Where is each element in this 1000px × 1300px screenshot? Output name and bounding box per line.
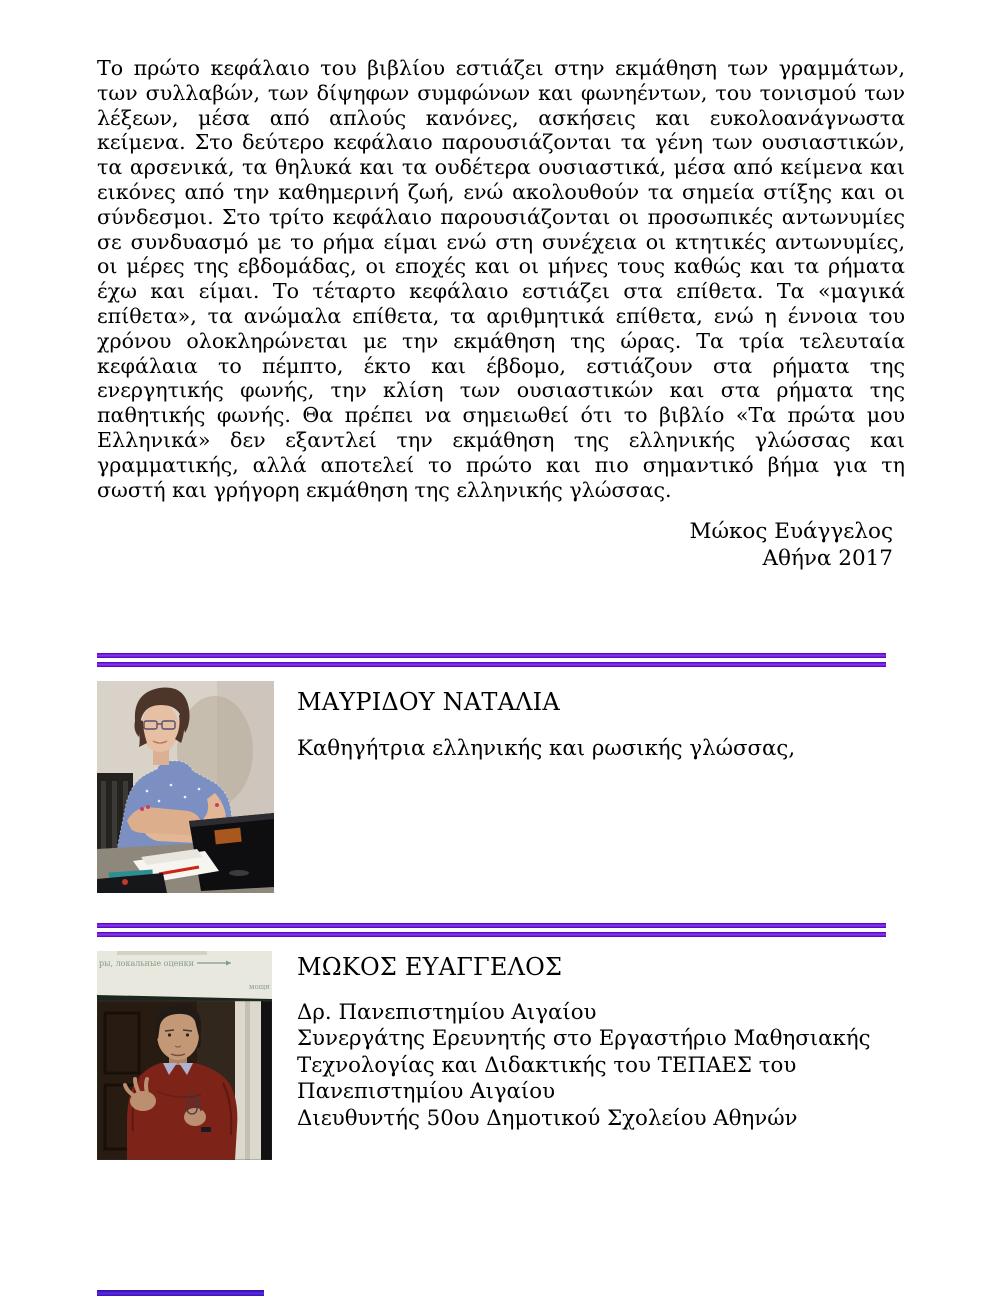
screen-text-2: мощн xyxy=(249,983,270,991)
photo-mokos-evangelos xyxy=(97,951,272,1160)
divider-bar xyxy=(97,662,886,667)
signature-place-year: Αθήνα 2017 xyxy=(762,546,893,571)
woman-at-desk-photo xyxy=(97,681,274,893)
section-divider-1 xyxy=(97,653,886,671)
bio-line: Συνεργάτης Ερευνητής στο Εργαστήριο Μαθησιακής xyxy=(297,1026,871,1052)
author-bio-mavridou xyxy=(297,736,795,762)
bio-line: Δρ. Πανεπιστημίου Αιγαίου xyxy=(297,1000,597,1025)
section-divider-2 xyxy=(97,923,886,941)
man-presenting-photo xyxy=(97,951,272,1160)
divider-bar xyxy=(97,923,886,928)
partial-divider-bottom xyxy=(97,1290,264,1296)
bio-line: Διευθυντής 50ου Δημοτικού Σχολείου Αθηνών xyxy=(297,1105,798,1131)
author-bio-mokos xyxy=(297,1000,871,1132)
divider-bar xyxy=(97,653,886,658)
author-name-mokos: ΜΩΚΟΣ ΕΥΑΓΓΕΛΟΣ xyxy=(297,953,563,981)
divider-bar xyxy=(97,932,886,937)
signature-name: Μώκος Ευάγγελος xyxy=(689,519,893,544)
screen-text: ры, локальные оценки xyxy=(99,959,195,968)
author-name-mavridou: ΜΑΥΡΙΔΟΥ ΝΑΤΑΛΙΑ xyxy=(297,688,560,716)
photo-projection-screen xyxy=(97,951,272,1007)
intro-paragraph: Το πρώτο κεφάλαιο του βιβλίου εστιάζει στην εκμάθηση των γραμμάτων, των συλλαβών, των δίψηφων συμφώνων και φωνηέντων, του τονισμού των λέξεων, μέσα από απλούς κανόνες, ασκήσεις και ευκολοανάγνωστα κείμενα. Στο δεύτερο κεφάλαιο παρουσιάζονται τα γένη των ουσιαστικών, τα αρσενικά, τα θηλυκά και τα ουδέτερα ουσιαστικά, μέσα από κείμενα και εικόνες από την καθημερινή ζωή, ενώ ακολουθούν τα σημεία στίξης και οι σύνδεσμοι. Στο τρίτο κεφάλαιο παρουσιάζονται οι προσωπικές αντωνυμίες σε συνδυασμό με το ρήμα είμαι ενώ στη συνέχεια οι κτητικές αντωνυμίες, οι μέρες της εβδομάδας, οι εποχές και οι μήνες τους καθώς και τα ρήματα έχω και είμαι. Το τέταρτο κεφάλαιο εστιάζει στα επίθετα. Τα «μαγικά επίθετα», τα ανώμαλα επίθετα, τα αριθμητικά επίθετα, ενώ η έννοια του χρόνου ολοκληρώνεται με την εκμάθηση της ώρας. Τα τρία τελευταία κεφάλαια το πέμπτο, έκτο και έβδομο, εστιάζουν στα ρήματα της ενεργητικής φωνής, την κλίση των ουσιαστικών και στα ρήματα της παθητικής φωνής. Θα πρέπει να σημειωθεί ότι το βιβλίο «Τα πρώτα μου Ελληνικά» δεν εξαντλεί την εκμάθηση της ελληνικής γλώσσας και γραμματικής, αλλά αποτελεί το πρώτο και πιο σημαντικό βήμα για τη σωστή και γρήγορη εκμάθηση της ελληνικής γλώσσας. xyxy=(97,56,905,502)
photo-mavridou-natalia xyxy=(97,681,274,893)
bio-line: Πανεπιστημίου Αιγαίου xyxy=(297,1079,556,1105)
signature-block xyxy=(689,518,893,572)
bio-line: Καθηγήτρια ελληνικής και ρωσικής γλώσσας, xyxy=(297,736,796,761)
bio-line: Τεχνολογίας και Διδακτικής του ΤΕΠΑΕΣ του xyxy=(297,1052,797,1078)
